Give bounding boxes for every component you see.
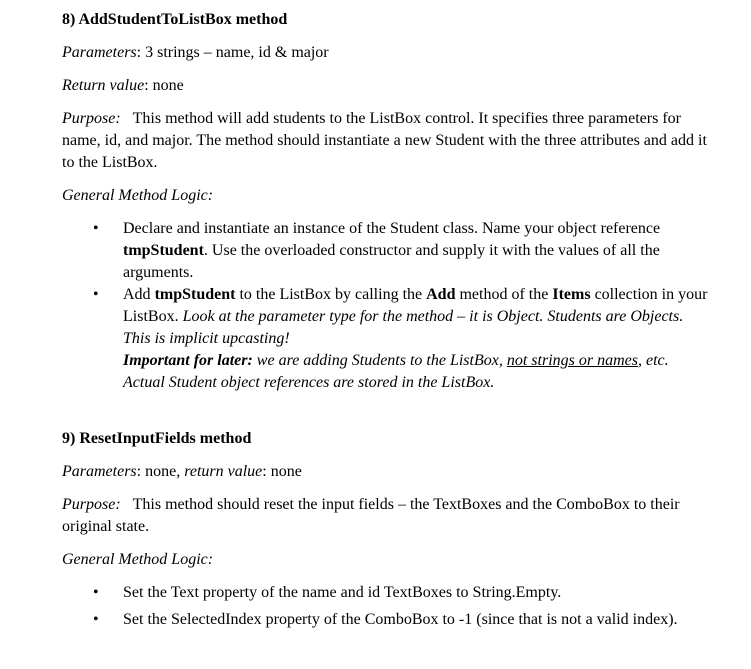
section-heading: 9) ResetInputFields method — [62, 430, 252, 447]
parameters-line — [62, 461, 711, 483]
text-segment-bold: tmpStudent — [154, 286, 236, 303]
logic-heading: General Method Logic: — [62, 551, 214, 568]
text-segment-italic: , etc. Actual Student object references are stored in the ListBox. — [123, 352, 669, 391]
text-segment: : none — [144, 77, 184, 94]
purpose-label: Purpose: — [62, 496, 121, 513]
text-segment: : none, — [136, 463, 185, 480]
section-heading: 8) AddStudentToListBox method — [62, 11, 288, 28]
text-segment-bold: Add — [426, 286, 456, 303]
logic-list — [62, 218, 711, 394]
text-segment: . Use the overloaded constructor and supply it with the values of all the arguments. — [123, 242, 660, 281]
text-segment-bold: Items — [552, 286, 591, 303]
text-segment-bold: tmpStudent — [123, 242, 204, 259]
logic-list — [62, 582, 711, 631]
purpose-paragraph — [62, 494, 711, 538]
text-segment: collection in your ListBox. — [123, 286, 708, 325]
text-segment: : 3 strings – name, id & major — [136, 44, 329, 61]
text-segment-italic: we are adding Students to the ListBox, — [252, 352, 507, 369]
return-value-label: return value — [184, 463, 263, 480]
logic-heading: General Method Logic: — [62, 187, 214, 204]
return-value-line — [62, 75, 711, 97]
text-segment: to the ListBox by calling the — [235, 286, 427, 303]
text-segment: This method will add students to the ListBox control. It specifies three parameters for name, id, and major. The method should instantiate a new Student with the three attributes and add it to the ListBox. — [62, 110, 707, 171]
text-segment: Add — [123, 286, 155, 303]
purpose-label: Purpose: — [62, 110, 121, 127]
text-segment: : none — [262, 463, 302, 480]
list-item: • Set the SelectedIndex property of the ComboBox to -1 (since that is not a valid index). — [62, 609, 711, 631]
section-add-student-to-listbox — [62, 9, 711, 394]
section-reset-input-fields — [62, 428, 711, 631]
list-item — [62, 218, 711, 284]
text-segment: Declare and instantiate an instance of the Student class. Name your object reference — [123, 220, 661, 237]
list-item: • Set the Text property of the name and id TextBoxes to String.Empty. — [62, 582, 711, 604]
parameters-label: Parameters — [62, 463, 137, 480]
text-segment-underlined: not strings or names — [506, 352, 638, 369]
purpose-paragraph — [62, 108, 711, 174]
important-note-label: Important for later: — [123, 352, 253, 369]
list-item — [62, 284, 711, 394]
parameters-label: Parameters — [62, 44, 137, 61]
text-segment: This method should reset the input fields – the TextBoxes and the ComboBox to their original state. — [62, 496, 680, 535]
text-segment: method of the — [455, 286, 553, 303]
text-segment-italic: Look at the parameter type for the method – it is Object. Students are Objects. This is implicit upcasting! — [123, 308, 684, 347]
parameters-line — [62, 42, 711, 64]
return-value-label: Return value — [62, 77, 145, 94]
